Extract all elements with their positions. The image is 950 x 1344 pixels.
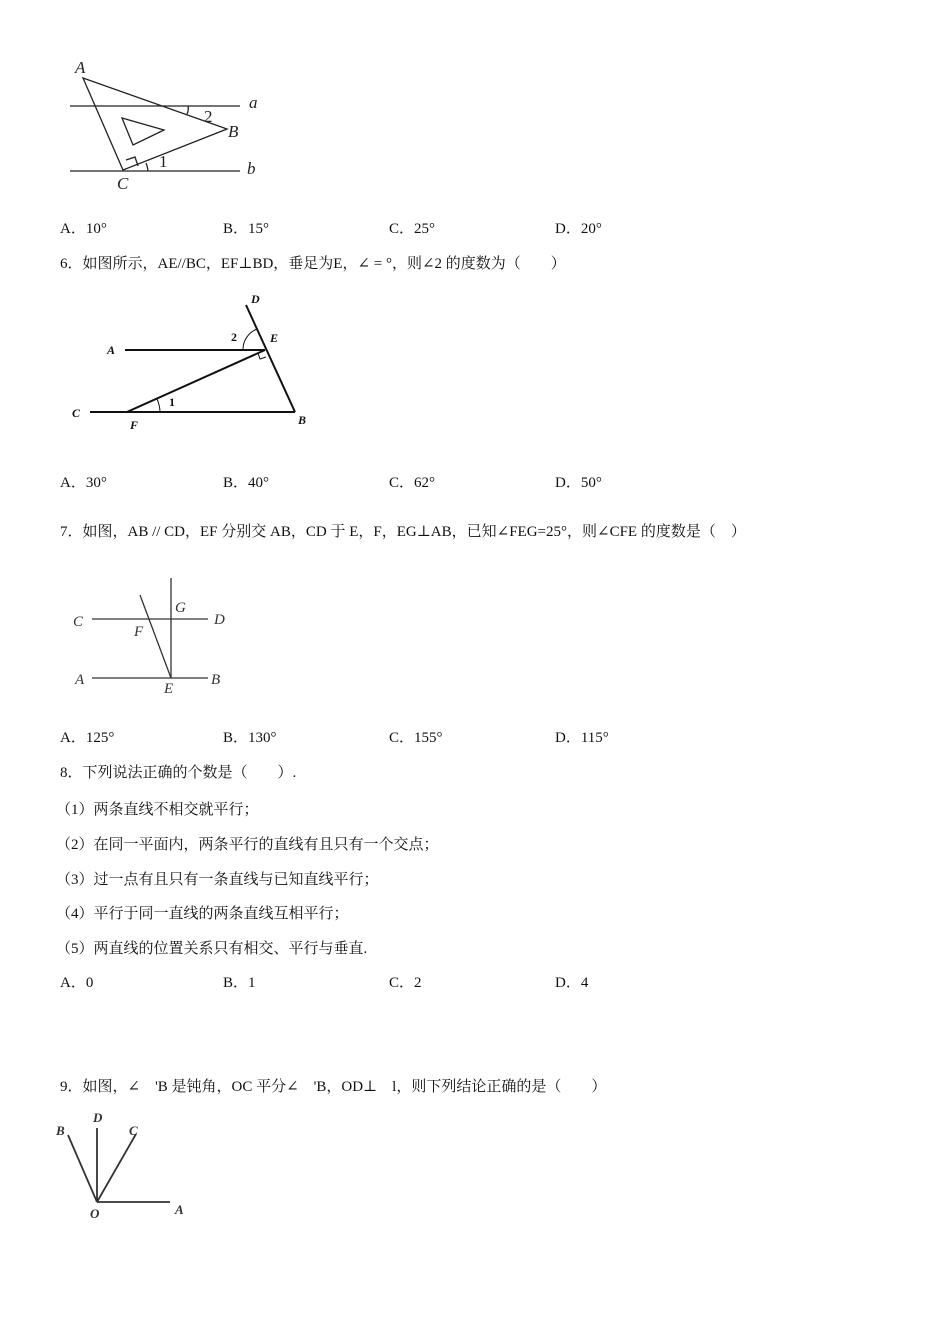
q6-label-A: A	[107, 343, 116, 357]
q6-option-c[interactable]: C．62°	[389, 475, 436, 491]
q9-stem: 9．如图，∠ 'B 是钝角，OC 平分∠ 'B，OD⊥ l，则下列结论正确的是（ ）	[60, 1079, 607, 1095]
q7-label-D: D	[214, 612, 225, 628]
q5-label-C: C	[117, 174, 129, 193]
q6-label-E: E	[270, 331, 279, 345]
q7-label-A: A	[75, 672, 85, 688]
q9-label-D: D	[93, 1110, 103, 1125]
q9-label-C: C	[129, 1123, 138, 1138]
q5-label-2: 2	[204, 107, 213, 126]
q5-label-1: 1	[159, 152, 168, 171]
q8-item-4: （4）平行于同一直线的两条直线互相平行；	[56, 906, 349, 922]
q7-label-F: F	[134, 624, 144, 640]
angle-2-arc	[187, 106, 188, 114]
q6-option-a[interactable]: A．30°	[60, 475, 107, 491]
q8-option-d[interactable]: D．4	[555, 975, 589, 991]
angle-1-arc	[146, 163, 148, 171]
q8-item-5: （5）两直线的位置关系只有相交、平行与垂直.	[56, 941, 368, 957]
q9-label-B: B	[56, 1123, 65, 1138]
q5-option-b[interactable]: B．15°	[223, 221, 270, 237]
figure-stroke	[73, 600, 225, 697]
q6-label-F: F	[130, 418, 139, 432]
figure-stroke	[246, 305, 295, 412]
q7-option-d[interactable]: D．115°	[555, 730, 609, 746]
q8-option-b[interactable]: B．1	[223, 975, 256, 991]
q8-option-a[interactable]: A．0	[60, 975, 94, 991]
q7-option-c[interactable]: C．155°	[389, 730, 443, 746]
figure-stroke	[55, 1110, 184, 1221]
q5-label-A: A	[75, 58, 86, 77]
figure-stroke	[157, 399, 160, 412]
q9-label-A: A	[175, 1202, 184, 1217]
q7-stem: 7．如图，AB // CD，EF 分别交 AB，CD 于 E，F，EG⊥AB，已知∠FEG=25°，则∠CFE 的度数是（ ）	[60, 524, 746, 540]
q5-option-d[interactable]: D．20°	[555, 221, 602, 237]
q9-figure	[68, 1128, 170, 1202]
q6-label-C: C	[72, 406, 81, 420]
q7-label-G: G	[175, 600, 186, 616]
q9-label-O: O	[90, 1206, 100, 1221]
q8-item-3: （3）过一点有且只有一条直线与已知直线平行；	[56, 872, 379, 888]
figure-stroke	[169, 330, 237, 409]
q6-option-b[interactable]: B．40°	[223, 475, 270, 491]
figure-stroke	[159, 107, 213, 171]
q7-label-C: C	[73, 614, 84, 630]
q7-option-a[interactable]: A．125°	[60, 730, 115, 746]
figure-stroke	[140, 595, 171, 678]
q5-figure	[70, 78, 240, 171]
inner-triangle	[122, 118, 164, 145]
figure-stroke	[258, 353, 266, 359]
q6-option-d[interactable]: D．50°	[555, 475, 602, 491]
q7-option-b[interactable]: B．130°	[223, 730, 277, 746]
q6-label-D: D	[251, 292, 260, 306]
q7-label-E: E	[164, 681, 174, 697]
q6-label-2: 2	[231, 330, 237, 344]
figure-stroke	[127, 350, 265, 412]
q5-option-a[interactable]: A．10°	[60, 221, 107, 237]
q5-label-a: a	[249, 93, 258, 112]
q5-label-b: b	[247, 159, 256, 178]
q7-figure	[92, 578, 208, 678]
figure-stroke	[68, 1135, 97, 1202]
q5-option-c[interactable]: C．25°	[389, 221, 436, 237]
figure-stroke	[243, 329, 257, 350]
q8-stem: 8．下列说法正确的个数是（ ）.	[60, 765, 297, 781]
figure-stroke	[74, 58, 258, 193]
q7-label-B: B	[211, 672, 221, 688]
q5-label-B: B	[228, 122, 239, 141]
q6-figure	[90, 305, 295, 412]
figure-stroke	[97, 1134, 136, 1202]
q8-option-c[interactable]: C．2	[389, 975, 422, 991]
q8-item-2: （2）在同一平面内，两条平行的直线有且只有一个交点；	[56, 837, 439, 853]
q6-label-1: 1	[169, 395, 175, 409]
q6-stem: 6．如图所示，AE//BC，EF⊥BD，垂足为E，∠ = °，则∠2 的度数为（ ）	[60, 256, 566, 272]
q6-label-B: B	[298, 413, 307, 427]
q8-item-1: （1）两条直线不相交就平行；	[56, 802, 259, 818]
